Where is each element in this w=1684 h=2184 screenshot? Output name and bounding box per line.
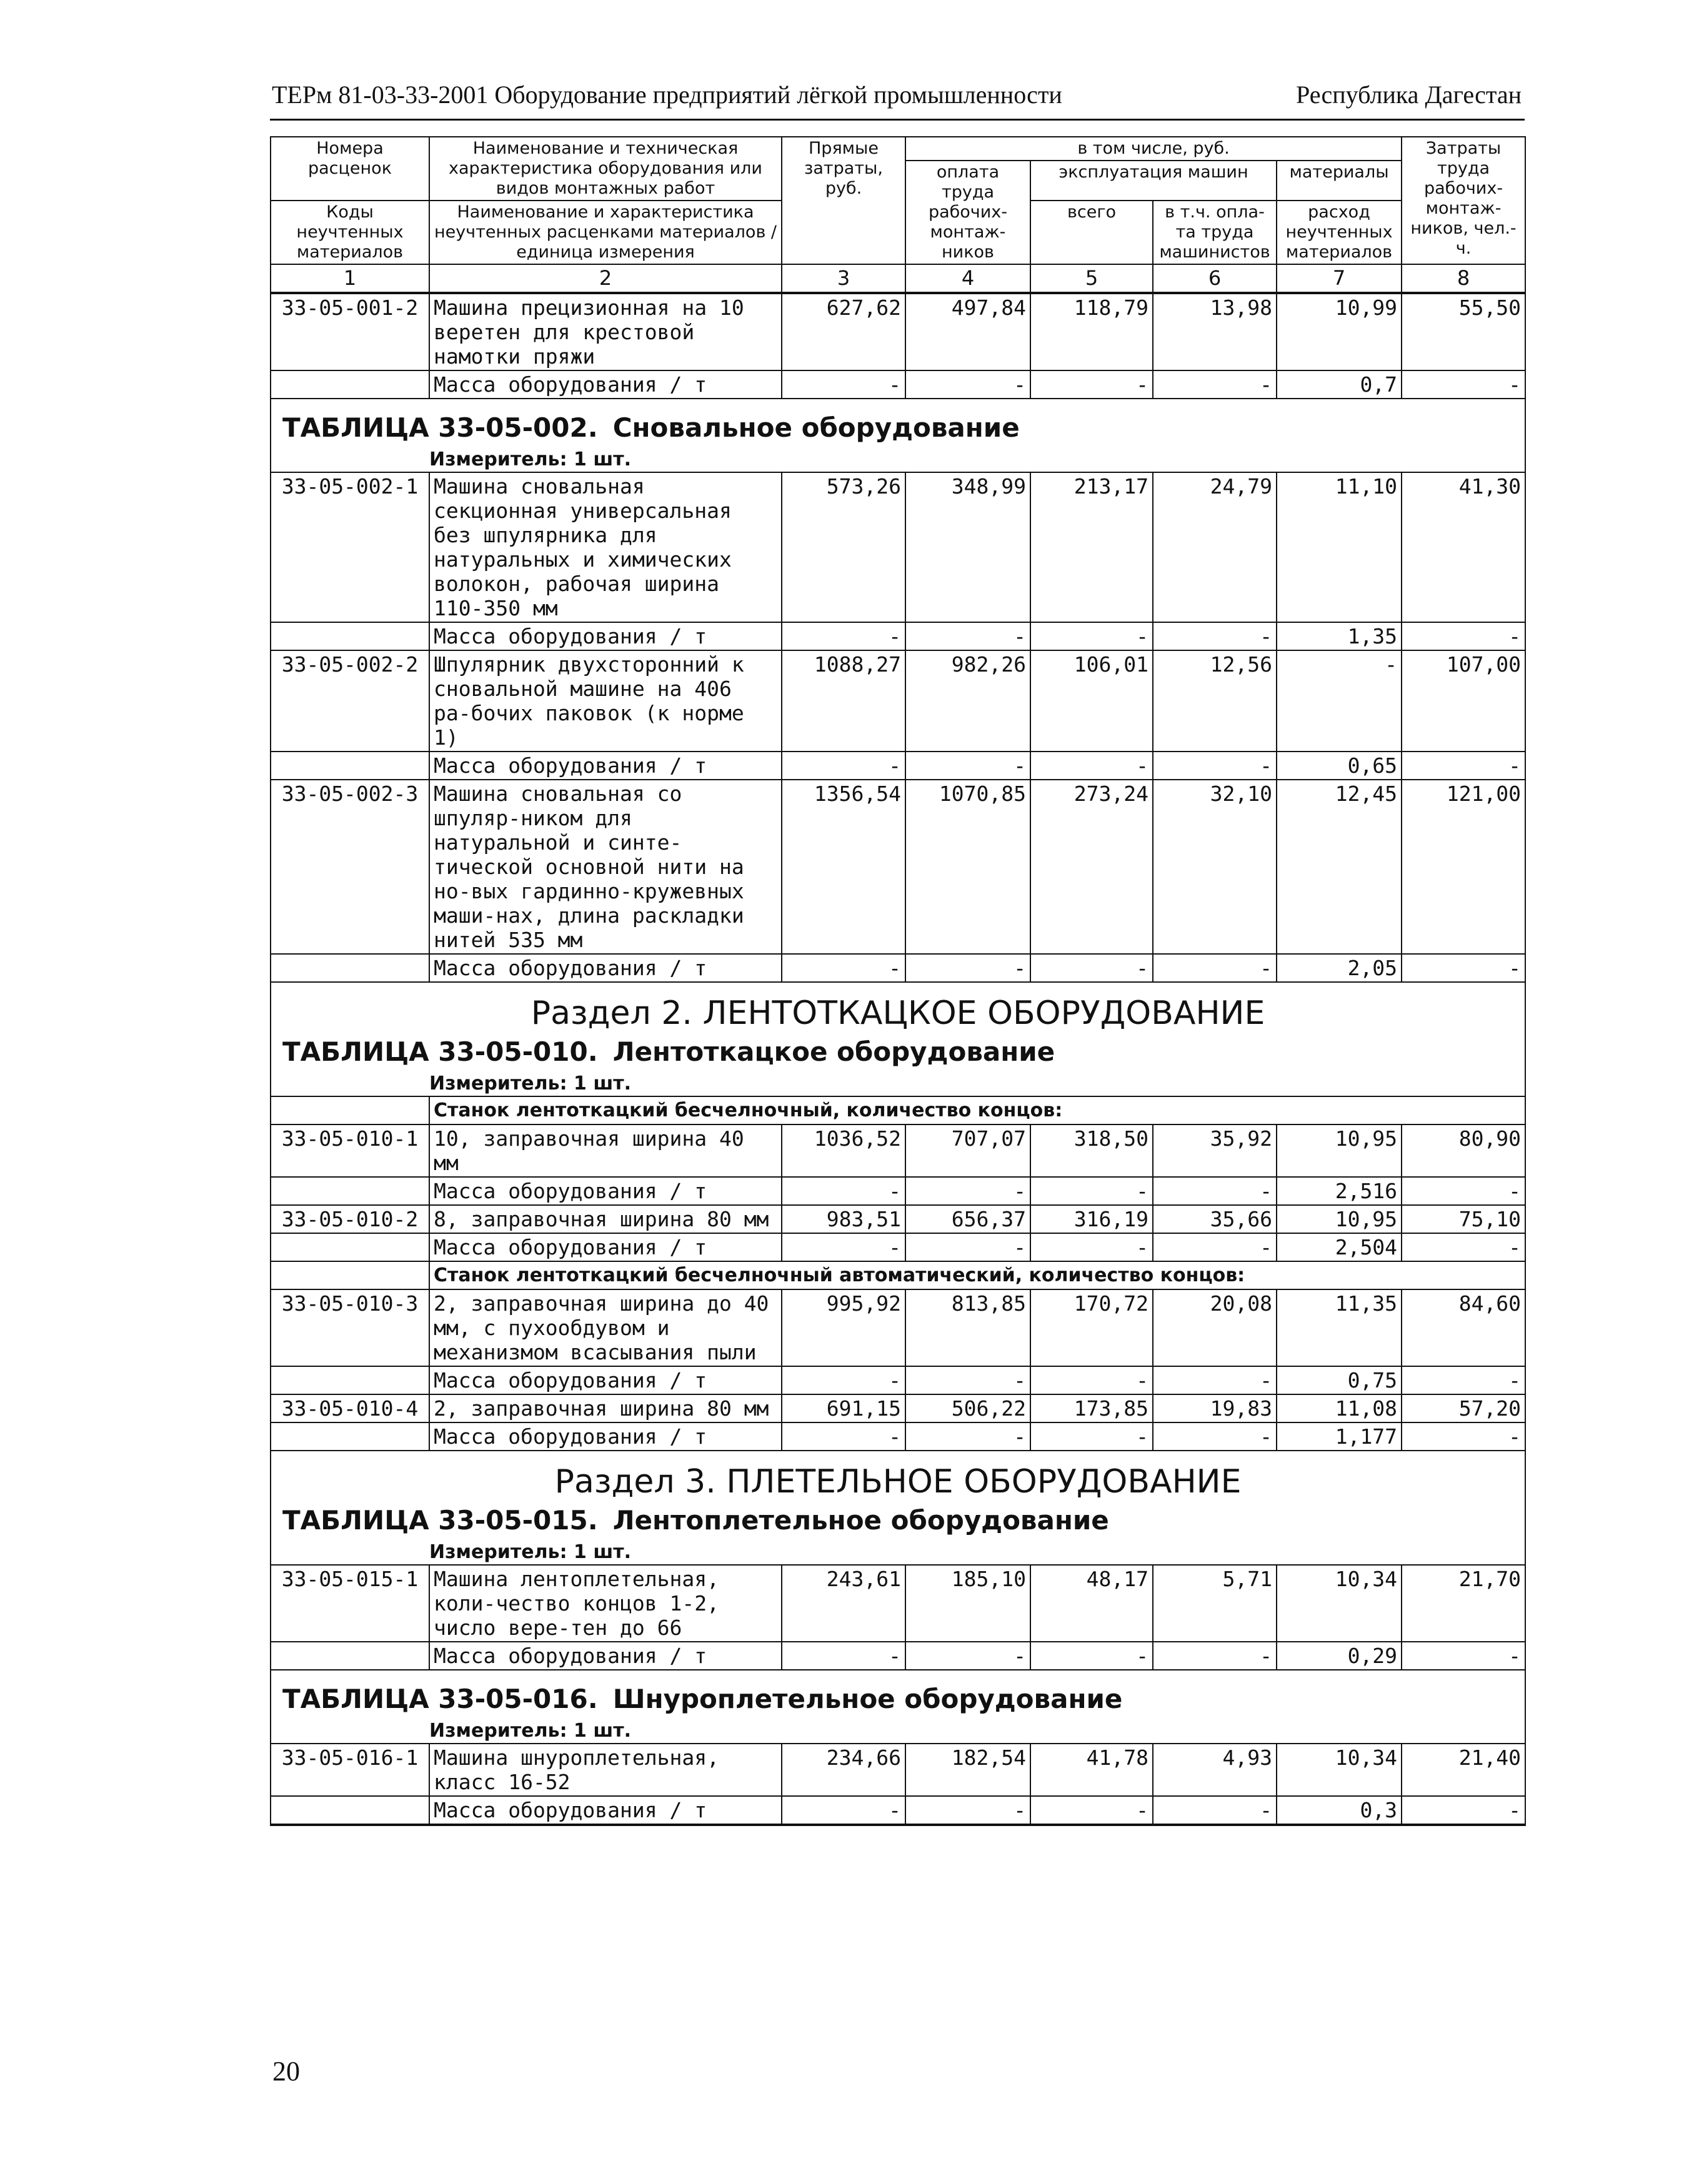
mass-row — [271, 752, 1525, 780]
group-heading: Станок лентоткацкий бесчелночный, количество концов: — [429, 1096, 1525, 1124]
labor-costs: 107,00 — [1402, 650, 1525, 752]
mass-value: - — [905, 1642, 1030, 1670]
mass-row — [271, 622, 1525, 650]
mass-value: - — [1402, 370, 1525, 399]
mass-value: - — [1030, 1796, 1153, 1825]
wages: 497,84 — [905, 293, 1030, 370]
meter-row — [271, 1537, 1525, 1565]
header-material-names: Наименование и характеристика неучтенных расценками материалов / единица измерения — [429, 201, 782, 264]
mass-value: - — [1030, 622, 1153, 650]
rate-code: 33-05-010-3 — [271, 1289, 429, 1366]
mass-value: - — [782, 954, 905, 982]
rate-code: 33-05-010-2 — [271, 1205, 429, 1233]
meter-label: Измеритель: 1 шт. — [429, 1537, 1525, 1565]
machines-total: 118,79 — [1030, 293, 1153, 370]
section-title: Раздел 3. ПЛЕТЕЛЬНОЕ ОБОРУДОВАНИЕ — [271, 1451, 1525, 1503]
direct-costs: 983,51 — [782, 1205, 905, 1233]
column-number: 7 — [1277, 264, 1402, 293]
wages: 656,37 — [905, 1205, 1030, 1233]
document-title: ТЕРм 81-03-33-2001 Оборудование предприятий лёгкой промышленности — [272, 81, 1062, 109]
mass-value: - — [1402, 1642, 1525, 1670]
machines-total: 173,85 — [1030, 1394, 1153, 1422]
labor-costs: 57,20 — [1402, 1394, 1525, 1422]
mass-value: 1,177 — [1277, 1422, 1402, 1451]
column-number: 6 — [1153, 264, 1277, 293]
rate-code: 33-05-010-4 — [271, 1394, 429, 1422]
header-row-1 — [271, 137, 1525, 161]
wages: 707,07 — [905, 1124, 1030, 1177]
header-rate-numbers: Номера расценок — [271, 137, 429, 201]
section-row — [271, 982, 1525, 1035]
meter-row — [271, 445, 1525, 472]
rate-code: 33-05-002-3 — [271, 780, 429, 954]
machines-total: 316,19 — [1030, 1205, 1153, 1233]
materials: - — [1277, 650, 1402, 752]
wages: 1070,85 — [905, 780, 1030, 954]
mass-value: - — [1030, 1233, 1153, 1261]
mass-label: Масса оборудования / т — [429, 752, 782, 780]
mass-value: - — [1153, 622, 1277, 650]
rate-code: 33-05-001-2 — [271, 293, 429, 370]
wages: 982,26 — [905, 650, 1030, 752]
mass-value: - — [1402, 1177, 1525, 1205]
header-material-consumption: расход неучтенных материалов — [1277, 201, 1402, 264]
mass-value: - — [1402, 752, 1525, 780]
materials: 10,95 — [1277, 1124, 1402, 1177]
table-title-row — [271, 1670, 1525, 1716]
mass-label: Масса оборудования / т — [429, 1796, 782, 1825]
mass-value: - — [1402, 954, 1525, 982]
materials: 10,99 — [1277, 293, 1402, 370]
mass-row — [271, 370, 1525, 399]
table-title-row — [271, 1503, 1525, 1537]
rate-code: 33-05-015-1 — [271, 1565, 429, 1642]
direct-costs: 573,26 — [782, 472, 905, 622]
materials: 10,34 — [1277, 1744, 1402, 1796]
empty-cell — [271, 954, 429, 982]
mass-value: 0,65 — [1277, 752, 1402, 780]
machines-total: 170,72 — [1030, 1289, 1153, 1366]
mass-label: Масса оборудования / т — [429, 1366, 782, 1394]
mass-value: - — [1153, 1796, 1277, 1825]
mass-value: - — [905, 1177, 1030, 1205]
mass-value: - — [1030, 1366, 1153, 1394]
mass-label: Масса оборудования / т — [429, 1233, 782, 1261]
empty-cell — [271, 752, 429, 780]
mass-value: - — [1153, 1422, 1277, 1451]
table-code: ТАБЛИЦА 33-05-002. — [282, 412, 598, 443]
mass-value: 2,516 — [1277, 1177, 1402, 1205]
mass-value: - — [905, 1233, 1030, 1261]
machinist-wages: 5,71 — [1153, 1565, 1277, 1642]
labor-costs: 21,70 — [1402, 1565, 1525, 1642]
rates-table — [270, 136, 1526, 1826]
rate-name: Машина сновальная со шпуляр-ником для натуральной и синте-тической основной нити на но-вых гардинно-кружевных маши-нах, длина раскладки нитей 535 мм — [429, 780, 782, 954]
mass-value: - — [782, 1422, 905, 1451]
table-title — [271, 1503, 1525, 1537]
table-code: ТАБЛИЦА 33-05-010. — [282, 1036, 598, 1067]
page-number: 20 — [272, 2056, 300, 2087]
table-row — [271, 472, 1525, 622]
empty-cell — [271, 1366, 429, 1394]
header-including: в том числе, руб. — [905, 137, 1402, 161]
direct-costs: 234,66 — [782, 1744, 905, 1796]
table-title — [271, 1035, 1525, 1069]
machinist-wages: 20,08 — [1153, 1289, 1277, 1366]
rate-code: 33-05-010-1 — [271, 1124, 429, 1177]
mass-value: - — [1153, 1177, 1277, 1205]
mass-value: 1,35 — [1277, 622, 1402, 650]
mass-label: Масса оборудования / т — [429, 370, 782, 399]
wages: 348,99 — [905, 472, 1030, 622]
empty-cell — [271, 1642, 429, 1670]
labor-costs: 21,40 — [1402, 1744, 1525, 1796]
rate-code: 33-05-002-2 — [271, 650, 429, 752]
mass-value: - — [1030, 1642, 1153, 1670]
machinist-wages: 35,66 — [1153, 1205, 1277, 1233]
table-title-row — [271, 1035, 1525, 1069]
mass-value: - — [1153, 1366, 1277, 1394]
table-row — [271, 1744, 1525, 1796]
mass-label: Масса оборудования / т — [429, 1642, 782, 1670]
group-heading: Станок лентоткацкий бесчелночный автоматический, количество концов: — [429, 1261, 1525, 1289]
table-title — [271, 399, 1525, 445]
wages: 506,22 — [905, 1394, 1030, 1422]
column-number: 3 — [782, 264, 905, 293]
table-row — [271, 780, 1525, 954]
table-title-row — [271, 399, 1525, 445]
rate-name: 2, заправочная ширина до 40 мм, с пухообдувом и механизмом всасывания пыли — [429, 1289, 782, 1366]
header-machines-total: всего — [1030, 201, 1153, 264]
table-name: Лентоплетельное оборудование — [612, 1505, 1109, 1536]
mass-value: - — [1402, 1796, 1525, 1825]
rate-name: Машина сновальная секционная универсальная без шпулярника для натуральных и химических волокон, рабочая ширина 110-350 мм — [429, 472, 782, 622]
table-row — [271, 1565, 1525, 1642]
mass-value: - — [782, 1177, 905, 1205]
machinist-wages: 4,93 — [1153, 1744, 1277, 1796]
rate-name: 2, заправочная ширина 80 мм — [429, 1394, 782, 1422]
empty-cell — [271, 1422, 429, 1451]
machinist-wages: 12,56 — [1153, 650, 1277, 752]
mass-row — [271, 1233, 1525, 1261]
mass-row — [271, 954, 1525, 982]
header-rule — [270, 119, 1525, 121]
mass-value: - — [905, 1366, 1030, 1394]
mass-value: 0,7 — [1277, 370, 1402, 399]
direct-costs: 1356,54 — [782, 780, 905, 954]
rate-code: 33-05-002-1 — [271, 472, 429, 622]
machines-total: 41,78 — [1030, 1744, 1153, 1796]
mass-value: 2,504 — [1277, 1233, 1402, 1261]
mass-value: - — [905, 752, 1030, 780]
table-row — [271, 1289, 1525, 1366]
mass-value: - — [782, 1233, 905, 1261]
mass-value: - — [782, 752, 905, 780]
mass-row — [271, 1177, 1525, 1205]
table-name: Лентоткацкое оборудование — [612, 1036, 1055, 1067]
mass-value: - — [1402, 1233, 1525, 1261]
header-wages: оплата труда рабочих-монтаж-ников — [905, 161, 1030, 264]
table-code: ТАБЛИЦА 33-05-015. — [282, 1505, 598, 1536]
mass-value: - — [1153, 1233, 1277, 1261]
materials: 10,34 — [1277, 1565, 1402, 1642]
header-materials: материалы — [1277, 161, 1402, 201]
meter-row — [271, 1069, 1525, 1096]
table-row — [271, 650, 1525, 752]
materials: 11,10 — [1277, 472, 1402, 622]
labor-costs: 84,60 — [1402, 1289, 1525, 1366]
mass-value: - — [782, 1642, 905, 1670]
meter-label: Измеритель: 1 шт. — [429, 1069, 1525, 1096]
table-title — [271, 1670, 1525, 1716]
empty-cell — [271, 1796, 429, 1825]
section-row — [271, 1451, 1525, 1503]
mass-value: - — [1153, 752, 1277, 780]
mass-value: - — [1402, 622, 1525, 650]
empty-cell — [271, 1177, 429, 1205]
mass-value: - — [782, 1366, 905, 1394]
empty-cell — [271, 622, 429, 650]
meter-label: Измеритель: 1 шт. — [429, 445, 1525, 472]
running-head — [272, 80, 1522, 109]
mass-value: 0,3 — [1277, 1796, 1402, 1825]
mass-value: - — [1153, 1642, 1277, 1670]
mass-value: - — [1030, 370, 1153, 399]
mass-row — [271, 1422, 1525, 1451]
mass-value: - — [1153, 954, 1277, 982]
direct-costs: 1088,27 — [782, 650, 905, 752]
machinist-wages: 19,83 — [1153, 1394, 1277, 1422]
machinist-wages: 32,10 — [1153, 780, 1277, 954]
machinist-wages: 13,98 — [1153, 293, 1277, 370]
machines-total: 213,17 — [1030, 472, 1153, 622]
materials: 11,35 — [1277, 1289, 1402, 1366]
rate-name: Машина лентоплетельная, коли-чество концов 1-2, число вере-тен до 66 — [429, 1565, 782, 1642]
mass-value: - — [782, 370, 905, 399]
materials: 12,45 — [1277, 780, 1402, 954]
mass-value: - — [905, 370, 1030, 399]
header-direct-costs: Прямые затраты, руб. — [782, 137, 905, 264]
mass-label: Масса оборудования / т — [429, 1422, 782, 1451]
mass-value: - — [905, 954, 1030, 982]
column-numbers-row — [271, 264, 1525, 293]
direct-costs: 627,62 — [782, 293, 905, 370]
machines-total: 48,17 — [1030, 1565, 1153, 1642]
header-name: Наименование и техническая характеристика оборудования или видов монтажных работ — [429, 137, 782, 201]
machines-total: 106,01 — [1030, 650, 1153, 752]
group-row — [271, 1261, 1525, 1289]
mass-value: - — [782, 1796, 905, 1825]
mass-value: 0,75 — [1277, 1366, 1402, 1394]
rate-code: 33-05-016-1 — [271, 1744, 429, 1796]
mass-value: - — [782, 622, 905, 650]
wages: 182,54 — [905, 1744, 1030, 1796]
mass-value: 0,29 — [1277, 1642, 1402, 1670]
machines-total: 318,50 — [1030, 1124, 1153, 1177]
table-name: Шнуроплетельное оборудование — [612, 1684, 1123, 1714]
empty-cell — [271, 370, 429, 399]
table-row — [271, 1124, 1525, 1177]
column-number: 8 — [1402, 264, 1525, 293]
machinist-wages: 35,92 — [1153, 1124, 1277, 1177]
mass-value: - — [1402, 1422, 1525, 1451]
mass-label: Масса оборудования / т — [429, 622, 782, 650]
mass-value: - — [1153, 370, 1277, 399]
labor-costs: 41,30 — [1402, 472, 1525, 622]
mass-label: Масса оборудования / т — [429, 1177, 782, 1205]
mass-value: - — [1030, 954, 1153, 982]
wages: 185,10 — [905, 1565, 1030, 1642]
materials: 11,08 — [1277, 1394, 1402, 1422]
labor-costs: 75,10 — [1402, 1205, 1525, 1233]
labor-costs: 80,90 — [1402, 1124, 1525, 1177]
labor-costs: 121,00 — [1402, 780, 1525, 954]
mass-value: - — [1030, 1422, 1153, 1451]
mass-value: - — [905, 1796, 1030, 1825]
header-labor-costs: Затраты труда рабочих-монтаж-ников, чел.-ч. — [1402, 137, 1525, 264]
mass-value: - — [1030, 752, 1153, 780]
meter-row — [271, 1716, 1525, 1744]
rate-name: Шпулярник двухсторонний к сновальной машине на 406 ра-бочих паковок (к норме 1) — [429, 650, 782, 752]
header-machinist-wages: в т.ч. опла-та труда машинистов — [1153, 201, 1277, 264]
column-number: 4 — [905, 264, 1030, 293]
mass-label: Масса оборудования / т — [429, 954, 782, 982]
rate-name: 10, заправочная ширина 40 мм — [429, 1124, 782, 1177]
table-row — [271, 293, 1525, 370]
mass-row — [271, 1642, 1525, 1670]
direct-costs: 1036,52 — [782, 1124, 905, 1177]
machines-total: 273,24 — [1030, 780, 1153, 954]
table-row — [271, 1205, 1525, 1233]
mass-value: - — [1030, 1177, 1153, 1205]
group-row — [271, 1096, 1525, 1124]
mass-value: - — [1402, 1366, 1525, 1394]
rate-name: Машина шнуроплетельная, класс 16-52 — [429, 1744, 782, 1796]
machinist-wages: 24,79 — [1153, 472, 1277, 622]
header-material-codes: Коды неучтенных материалов — [271, 201, 429, 264]
column-number: 2 — [429, 264, 782, 293]
labor-costs: 55,50 — [1402, 293, 1525, 370]
column-number: 1 — [271, 264, 429, 293]
table-name: Сновальное оборудование — [612, 412, 1020, 443]
table-row — [271, 1394, 1525, 1422]
wages: 813,85 — [905, 1289, 1030, 1366]
header-machines: эксплуатация машин — [1030, 161, 1277, 201]
mass-row — [271, 1366, 1525, 1394]
empty-cell — [271, 1233, 429, 1261]
meter-label: Измеритель: 1 шт. — [429, 1716, 1525, 1744]
table-code: ТАБЛИЦА 33-05-016. — [282, 1684, 598, 1714]
region-name: Республика Дагестан — [1296, 81, 1522, 109]
mass-row — [271, 1796, 1525, 1825]
rate-name: 8, заправочная ширина 80 мм — [429, 1205, 782, 1233]
direct-costs: 243,61 — [782, 1565, 905, 1642]
section-title: Раздел 2. ЛЕНТОТКАЦКОЕ ОБОРУДОВАНИЕ — [271, 982, 1525, 1035]
direct-costs: 691,15 — [782, 1394, 905, 1422]
direct-costs: 995,92 — [782, 1289, 905, 1366]
column-number: 5 — [1030, 264, 1153, 293]
mass-value: - — [905, 1422, 1030, 1451]
materials: 10,95 — [1277, 1205, 1402, 1233]
mass-value: 2,05 — [1277, 954, 1402, 982]
rate-name: Машина прецизионная на 10 веретен для крестовой намотки пряжи — [429, 293, 782, 370]
mass-value: - — [905, 622, 1030, 650]
